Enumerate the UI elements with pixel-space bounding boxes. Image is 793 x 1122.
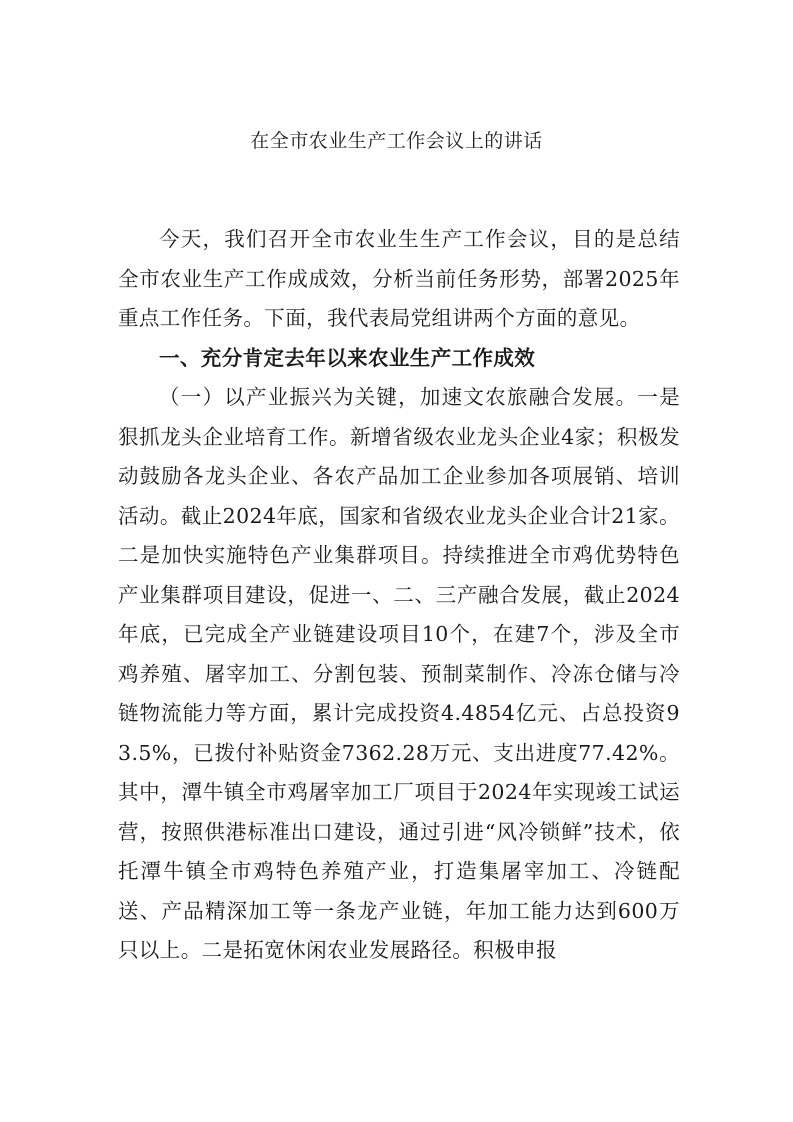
document-body (118, 220, 680, 971)
intro-paragraph: 今天，我们召开全市农业生生产工作会议，目的是总结全市农业生产工作成成效，分析当前任务形势，部署2025年重点工作任务。下面，我代表局党组讲两个方面的意见。 (118, 227, 680, 330)
subsection-paragraph-1: （一）以产业振兴为关键，加速文农旅融合发展。一是狠抓龙头企业培育工作。新增省级农业龙头企业4家；积极发动鼓励各龙头企业、各农产品加工企业参加各项展销、培训活动。截止2024年底，国家和省级农业龙头企业合计21家。二是加快实施特色产业集群项目。持续推进全市鸡优势特色产业集群项目建设，促进一、二、三产融合发展，截止2024年底，已完成全产业链建设项目10个，在建7个，涉及全市鸡养殖、屠宰加工、分割包装、预制菜制作、冷冻仓储与冷链物流能力等方面，累计完成投资4.4854亿元、占总投资93.5%，已拨付补贴资金7362.28万元、支出进度77.42%。其中，潭牛镇全市鸡屠宰加工厂项目于2024年实现竣工试运营，按照供港标准出口建设，通过引进“风冷锁鲜”技术，依托潭牛镇全市鸡特色养殖产业，打造集屠宰加工、冷链配送、产品精深加工等一条龙产业链，年加工能力达到600万只以上。二是拓宽休闲农业发展路径。积极申报 (118, 385, 680, 962)
section-heading-1: 一、充分肯定去年以来农业生产工作成效 (159, 345, 536, 370)
document-title: 在全市农业生产工作会议上的讲话 (250, 130, 543, 152)
